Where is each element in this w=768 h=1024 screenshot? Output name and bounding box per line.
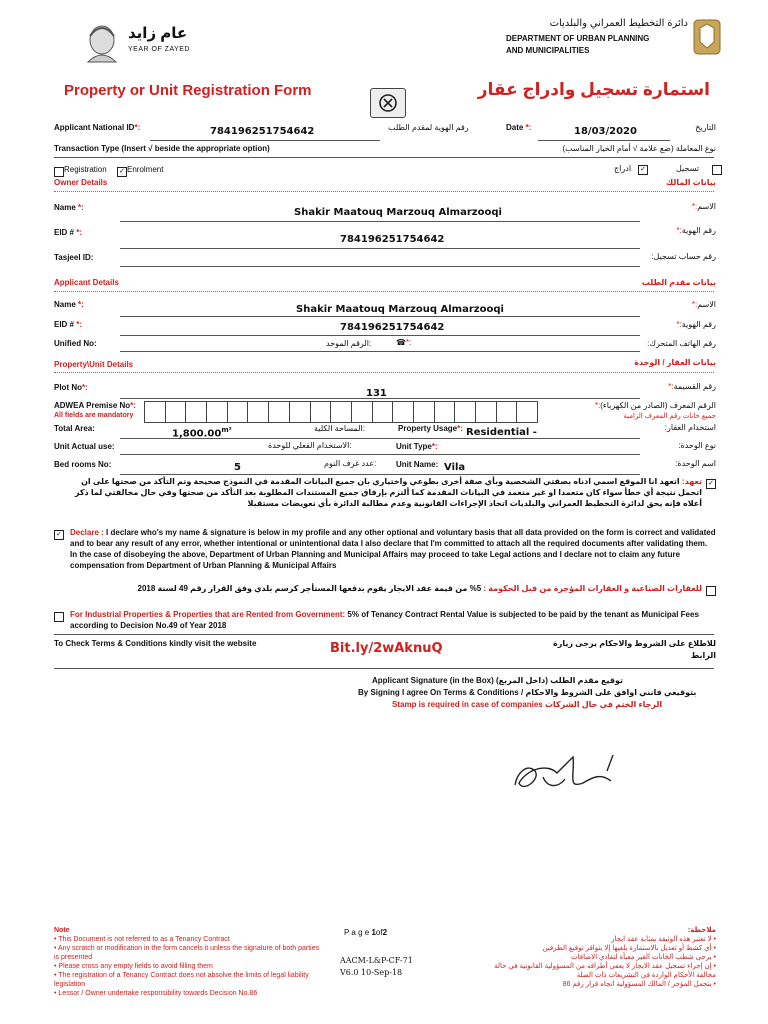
applicant-id-label: Applicant National ID*: xyxy=(54,123,141,132)
unified-no-label: Unified No: xyxy=(54,339,97,348)
form-code: AACM-L&P-CF-71 xyxy=(340,956,413,965)
plot-no-label: Plot No*: xyxy=(54,383,88,392)
portrait-icon xyxy=(82,18,122,64)
applicant-eid-label: EID # *: xyxy=(54,320,83,329)
year-of-zayed-ar: عام زايد xyxy=(128,25,188,42)
applicant-name-field[interactable]: Shakir Maatouq Marzouq Almarzooqi xyxy=(296,304,504,315)
note-item-ar: • يتحمل المؤجر / المالك المسؤولية اتجاه قرار رقم 86 xyxy=(562,981,716,988)
note-item-ar: • أي كشط أو تعديل بالاستمارة يلغيها إلا بتوافر توقيع الطرفين xyxy=(542,945,716,952)
owner-name-label-ar: الاسم:* xyxy=(691,202,716,211)
industrial-checkbox-ar[interactable] xyxy=(706,586,716,596)
plot-no-label-ar: رقم القسيمة:* xyxy=(668,382,716,391)
owner-name-field[interactable]: Shakir Maatouq Marzouq Almarzooqi xyxy=(294,207,502,218)
registration-label-ar: تسجيل xyxy=(676,164,699,173)
reset-button[interactable] xyxy=(370,88,406,118)
transaction-type-label-ar: نوع المعاملة (ضع علامة √ أمام الخيار المناسب) xyxy=(562,144,716,153)
owner-name-label: Name *: xyxy=(54,203,84,212)
adwea-input-boxes[interactable] xyxy=(144,401,538,423)
note-item: • Any scratch or modification in the form cancels it unless the signature of both parties is presented xyxy=(54,945,320,961)
signature-scribble xyxy=(397,713,717,903)
tasjeel-label: Tasjeel ID: xyxy=(54,253,94,262)
owner-section-title-ar: بيانات المالك xyxy=(665,178,716,187)
industrial-text-ar: للعقارات الصناعية و العقارات المؤجرة من قبل الحكومة : 5% من قيمة عقد الايجار يقوم بدفعها المستأجر كرسم بلدي وفق القرار رقم 49 لسنة 2018 xyxy=(137,584,702,593)
owner-eid-label-ar: رقم الهوية:* xyxy=(676,226,716,235)
applicant-name-label-ar: الاسم:* xyxy=(691,300,716,309)
reset-icon xyxy=(371,89,405,117)
unit-name-field[interactable]: Vila xyxy=(444,462,466,473)
unit-name-label-ar: اسم الوحدة: xyxy=(675,459,716,468)
applicant-id-label-ar: رقم الهوية لمقدم الطلب xyxy=(388,123,469,132)
note-item: • The registration of a Tenancy Contract does not absolve the limits of legal liability legislation xyxy=(54,972,309,988)
date-label-ar: التاريخ xyxy=(695,123,716,132)
pledge-checkbox-ar[interactable]: ✓ xyxy=(706,479,716,489)
enrolment-label-ar: ادراج xyxy=(614,164,632,173)
applicant-eid-label-ar: رقم الهوية:* xyxy=(676,320,716,329)
industrial-text: For Industrial Properties & Properties that are Rented from Government: 5% of Tenancy Contract Rental Value is subjected to be paid by the tenant as Municipal Fees according to Decision No.49 of Year 2018 xyxy=(70,610,699,630)
registration-checkbox[interactable] xyxy=(54,167,64,177)
property-usage-label-ar: استخدام العقار: xyxy=(664,423,716,432)
total-area-field[interactable]: $1,800.00^{m^2}$ xyxy=(172,426,232,440)
unified-no-label-ar: الرقم الموحد: xyxy=(326,339,372,348)
note-item: • This Document is not referred to as a Tenancy Contract xyxy=(54,936,230,943)
dept-name-en-1: DEPARTMENT OF URBAN PLANNING xyxy=(506,34,650,43)
declare-checkbox[interactable]: ✓ xyxy=(54,530,64,540)
dept-name-ar: دائرة التخطيط العمراني والبلديات xyxy=(549,18,688,29)
plot-no-field[interactable]: 131 xyxy=(366,388,387,399)
note-item: • Please cross any empty fields to avoid filling them xyxy=(54,963,213,970)
adwea-label-ar: الرقم المعرف (الصادر من الكهرباء):* xyxy=(594,401,716,410)
signature-caption-1: Applicant Signature (in the Box) توقيع مقدم الطلب (داخل المربع) xyxy=(372,676,623,685)
applicant-name-label: Name *: xyxy=(54,300,84,309)
date-field[interactable]: 18/03/2020 xyxy=(574,126,637,137)
adwea-note: All fields are mandatory xyxy=(54,412,134,419)
property-section-title-ar: بيانات العقار / الوحدة xyxy=(634,358,716,367)
applicant-id-field[interactable]: 784196251754642 xyxy=(210,126,315,137)
signature-caption-3: Stamp is required in case of companies الرجاء الختم في حال الشركات xyxy=(392,700,663,709)
property-section-title: Property\Unit Details xyxy=(54,360,134,369)
property-usage-select[interactable]: Residential - xyxy=(466,427,537,438)
bedrooms-label-ar: عدد غرف النوم: xyxy=(324,459,377,468)
terms-text-ar: للاطلاع على الشروط والاحكام يرجى زيارة الرابط xyxy=(553,639,716,660)
signature-caption-2: By Signing I agree On Terms & Conditions / بتوقيعي فانني اوافق على الشروط والاحكام xyxy=(358,688,697,697)
declare-text: Declare : I declare who's my name & signature is below in my profile and any other optional and voluntary basis that all data provided on the form is correct and validated and to bear any result of any error, whether intentional or unintentional data I also declare that I'm committed to attach all the required documents after validating them. In the case of disobeying the above, Department of Urban Planning and Municipal Affairs may proceed to take Legal actions and I declare not to claim any future compensation from Department of Urban Planning & Municipal Affairs xyxy=(70,528,716,570)
enrolment-checkbox[interactable]: ✓ xyxy=(117,167,127,177)
signature-box[interactable] xyxy=(396,712,718,904)
note-item: • Lessor / Owner undertake responsibility towards Decision No.86 xyxy=(54,990,258,997)
applicant-section-title-ar: بيانات مقدم الطلب xyxy=(641,278,716,287)
owner-eid-label: EID # *: xyxy=(54,228,83,237)
applicant-section-title: Applicant Details xyxy=(54,278,119,287)
department-logo xyxy=(462,16,688,64)
pledge-text-ar: تعهد: اتعهد انا الموقع اسمي ادناه بصفتي الشخصية وبأي صفة أخرى بطوعي واختياري بان جميع البيانات المقدمة في النموذج صحيحة وتم التأكد من صحتها على ان اتحمل نتيجة أي خطأ سواء كان متعمدا او غير متعمد في البيانات المقدمة كما ألتزم بإرفاق جميع المستندات المطلوبة بعد التأكد من صحتها وفي حال مخالفتي لما ذكر أعلاه فإنه يحق لدائرة التخطيط العمراني والبلديات اتخاذ الإجراءات القانونية وعدم مطالبة الدائرة بأي تعويضات مستقبلا xyxy=(74,477,702,508)
unit-type-label: Unit Type*: xyxy=(396,442,438,451)
transaction-type-label: Transaction Type (Insert √ beside the appropriate option) xyxy=(54,144,270,153)
unit-name-label: Unit Name: xyxy=(396,460,439,469)
applicant-eid-field[interactable]: 784196251754642 xyxy=(340,322,445,333)
actual-use-label-ar: الاستخدام الفعلي للوحدة: xyxy=(268,441,352,450)
page-indicator: P a g e 1of2 xyxy=(344,928,388,937)
owner-section-title: Owner Details xyxy=(54,178,108,187)
footer-notes-ar: ملاحظة: • لا تعتبر هذه الوثيقة بمثابة عقد ايجار • أي كشط أو تعديل بالاستمارة يلغيها إلا بتوافر توقيع الطرفين • يرجى شطب الخانات الغير معبأة لتفادي الاضافات • إن إجراء تسجيل عقد الايجار لا يعفي أطرافه من المسؤولية القانونية في حالة مخالفة الأحكام الواردة في التشريعات ذات الصلة • يتحمل المؤجر / المالك المسؤولية اتجاه قرار رقم 86 xyxy=(476,926,716,989)
total-area-label: Total Area: xyxy=(54,424,95,433)
note-item-ar: • لا تعتبر هذه الوثيقة بمثابة عقد ايجار xyxy=(611,936,716,943)
enrolment-label: Enrolment xyxy=(127,165,164,174)
year-of-zayed-en: YEAR OF ZAYED xyxy=(128,46,190,53)
owner-eid-field[interactable]: 784196251754642 xyxy=(340,234,445,245)
title-en: Property or Unit Registration Form xyxy=(64,82,312,99)
industrial-checkbox[interactable] xyxy=(54,612,64,622)
adwea-label: ADWEA Premise No*: xyxy=(54,401,136,410)
tasjeel-label-ar: رقم حساب تسجيل: xyxy=(651,252,716,261)
falcon-emblem-icon xyxy=(690,14,724,58)
registration-label: Registration xyxy=(64,165,107,174)
adwea-note-ar: جميع خانات رقم المعرف الزامية xyxy=(623,413,716,420)
phone-icon: ☎*: xyxy=(396,338,412,347)
footer-notes-en: Note • This Document is not referred to as a Tenancy Contract • Any scratch or modification in the form cancels it unless the signature of both parties is presented • Please cross any empty fields to avoid filling them • The registration of a Tenancy Contract does not absolve the limits of legal liability legislation • Lessor / Owner undertake responsibility towards Decision No.86 xyxy=(54,926,324,998)
date-label: Date *: xyxy=(506,123,532,132)
mobile-label-ar: رقم الهاتف المتحرك: xyxy=(647,339,716,348)
note-item-ar: • إن إجراء تسجيل عقد الايجار لا يعفي أطرافه من المسؤولية القانونية في حالة مخالفة الأحكام الواردة في التشريعات ذات الصلة xyxy=(494,963,716,979)
dept-name-en-2: AND MUNICIPALITIES xyxy=(506,46,590,55)
total-area-label-ar: المساحة الكلية: xyxy=(314,424,365,433)
form-version: V6.0 10-Sep-18 xyxy=(340,968,403,977)
bedrooms-label: Bed rooms No: xyxy=(54,460,112,469)
bedrooms-field[interactable]: 5 xyxy=(234,462,241,473)
property-usage-label: Property Usage*: xyxy=(398,424,463,433)
terms-link[interactable]: Bit.ly/2wAknuQ xyxy=(330,641,443,656)
terms-text: To Check Terms & Conditions kindly visit the website xyxy=(54,639,257,648)
unit-type-label-ar: نوع الوحدة: xyxy=(678,441,716,450)
note-item-ar: • يرجى شطب الخانات الغير معبأة لتفادي الاضافات xyxy=(571,954,716,961)
title-ar: استمارة تسجيل وادراج عقار xyxy=(477,80,710,99)
enrolment-checkbox-ar[interactable]: ✓ xyxy=(638,165,648,175)
registration-checkbox-ar[interactable] xyxy=(712,165,722,175)
actual-use-label: Unit Actual use: xyxy=(54,442,115,451)
year-of-zayed-logo xyxy=(82,18,206,64)
